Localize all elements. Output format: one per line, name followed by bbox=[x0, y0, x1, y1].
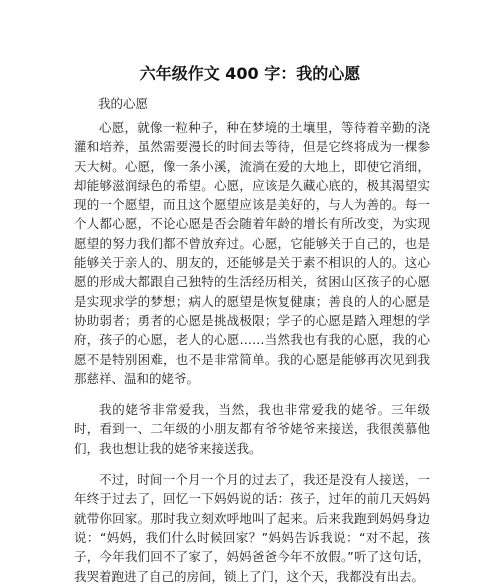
paragraph-1: 心愿，就像一粒种子，种在梦境的土壤里，等待着辛勤的浇灌和培养，虽然需要漫长的时间去等待，但是它终将成为一棵参天大树。心愿，像一条小溪，流淌在爱的大地上，即使它消细，却能够滋润绿色的希望。心愿，应该是久藏心底的，极其渴望实现的一个愿望，而且这个愿望应该是美好的，与人为善的。每一个人都心愿，不论心愿是否会随着年龄的增长有所改变，为实现愿望的努力我们都不曾放弃过。心愿，它能够关于自己的，也是能够关于亲人的、朋友的，还能够是关于素不相识的人的。这心愿的形成大都跟自己独特的生活经历相关，贫困山区孩子的心愿是实现求学的梦想；病人的愿望是恢复健康；善良的人的心愿是协助弱者；勇者的心愿是挑战极限；学子的心愿是踏入理想的学府，孩子的心愿，老人的心愿……当然我也有我的心愿，我的心愿不是特别困难，也不是非常简单。我的心愿是能够再次见到我那慈祥、温和的姥爷。 bbox=[74, 120, 430, 386]
document-title: 六年级作文 400 字：我的心愿 bbox=[139, 64, 361, 83]
paragraph-2: 我的姥爷非常爱我，当然，我也非常爱我的姥爷。三年级时，看到一、二年级的小朋友都有爷爷姥爷来接送，我很羡慕他们，我也想让我的姥爷来接送我。 bbox=[74, 402, 430, 456]
paragraph-3: 不过，时间一个月一个月的过去了，我还是没有人接送，一年终于过去了，回忆一下妈妈说的话：孩子，过年的前几天妈妈就带你回家。那时我立刻欢呼地叫了起来。后来我跑到妈妈身边说：“妈妈，我们什么时候回家？”妈妈告诉我说：“对不起，孩子，今年我们回不了家了，妈妈爸爸今年不放假。”听了这句话，我哭着跑进了自己的房间，锁上了门，这个天，我都没有出去。 bbox=[74, 472, 430, 584]
document-subtitle: 我的心愿 bbox=[98, 96, 149, 111]
